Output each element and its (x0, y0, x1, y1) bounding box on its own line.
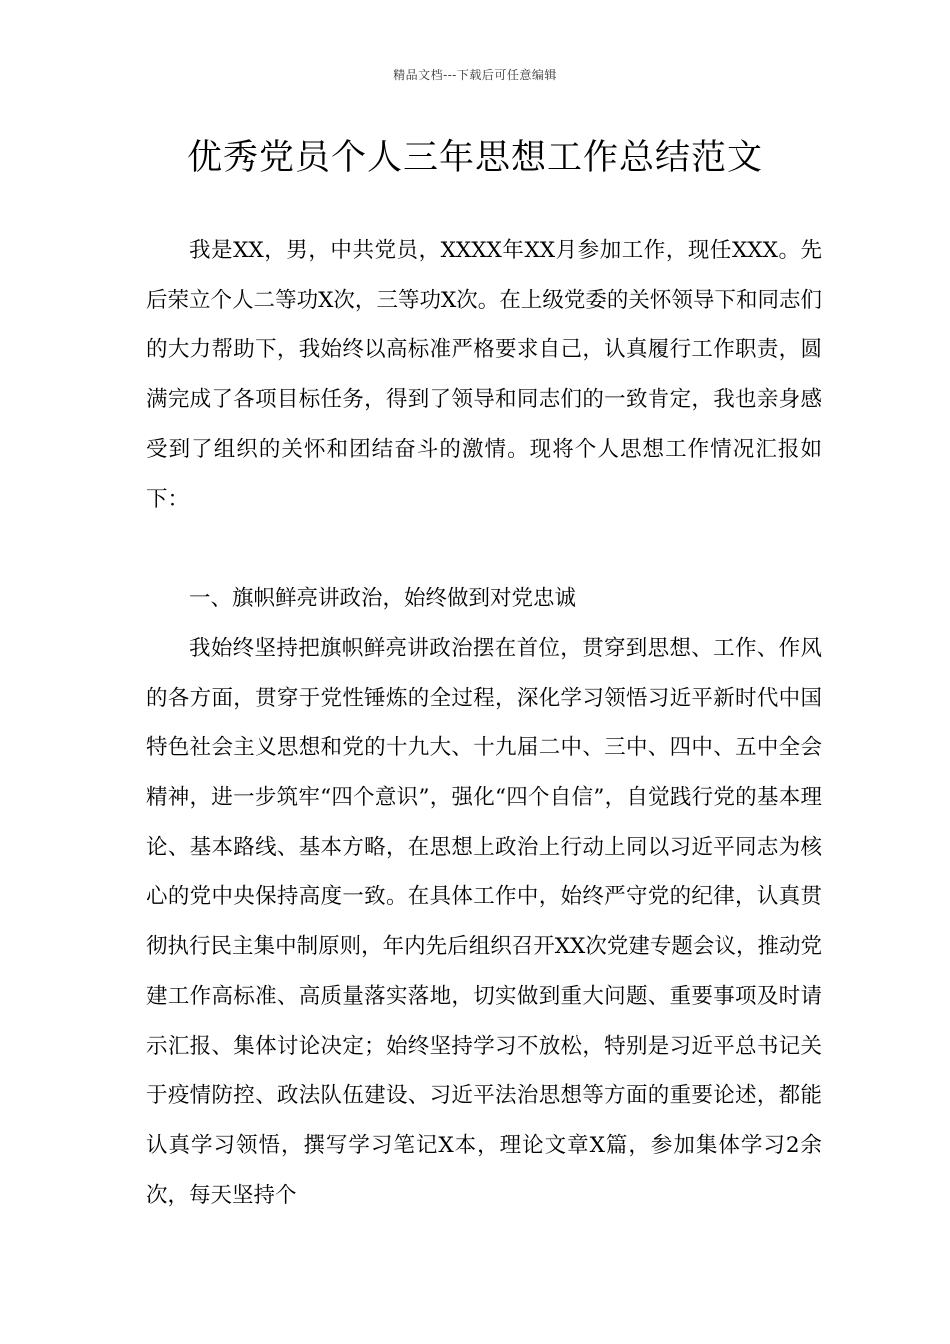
section-heading: 一、旗帜鲜亮讲政治，始终做到对党忠诚 (189, 586, 577, 612)
document-body (146, 226, 822, 1220)
intro-paragraph: 我是XX，男，中共党员，XXXX年XX月参加工作，现任XXX。先后荣立个人二等功X次，三等功X次。在上级党委的关怀领导下和同志们的大力帮助下，我始终以高标准严格要求自己，认真履行工作职责，圆满完成了各项目标任务，得到了领导和同志们的一致肯定，我也亲身感受到了组织的关怀和团结奋斗的激情。现将个人思想工作情况汇报如下： (146, 238, 822, 512)
page-header-note: 精品文档---下载后可任意编辑 (393, 68, 557, 82)
paragraph-gap (146, 524, 822, 574)
section-paragraph: 我始终坚持把旗帜鲜亮讲政治摆在首位，贯穿到思想、工作、作风的各方面，贯穿于党性锤炼的全过程，深化学习领悟习近平新时代中国特色社会主义思想和党的十九大、十九届二中、三中、四中、五中全会精神，进一步筑牢“四个意识”，强化“四个自信”，自觉践行党的基本理论、基本路线、基本方略，在思想上政治上行动上同以习近平同志为核心的党中央保持高度一致。在具体工作中，始终严守党的纪律，认真贯彻执行民主集中制原则，年内先后组织召开XX次党建专题会议，推动党建工作高标准、高质量落实落地，切实做到重大问题、重要事项及时请示汇报、集体讨论决定；始终坚持学习不放松，特别是习近平总书记关于疫情防控、政法队伍建设、习近平法治思想等方面的重要论述，都能认真学习领悟，撰写学习笔记X本，理论文章X篇，参加集体学习2余次，每天坚持个 (146, 635, 822, 1208)
document-title: 优秀党员个人三年思想工作总结范文 (186, 138, 763, 178)
